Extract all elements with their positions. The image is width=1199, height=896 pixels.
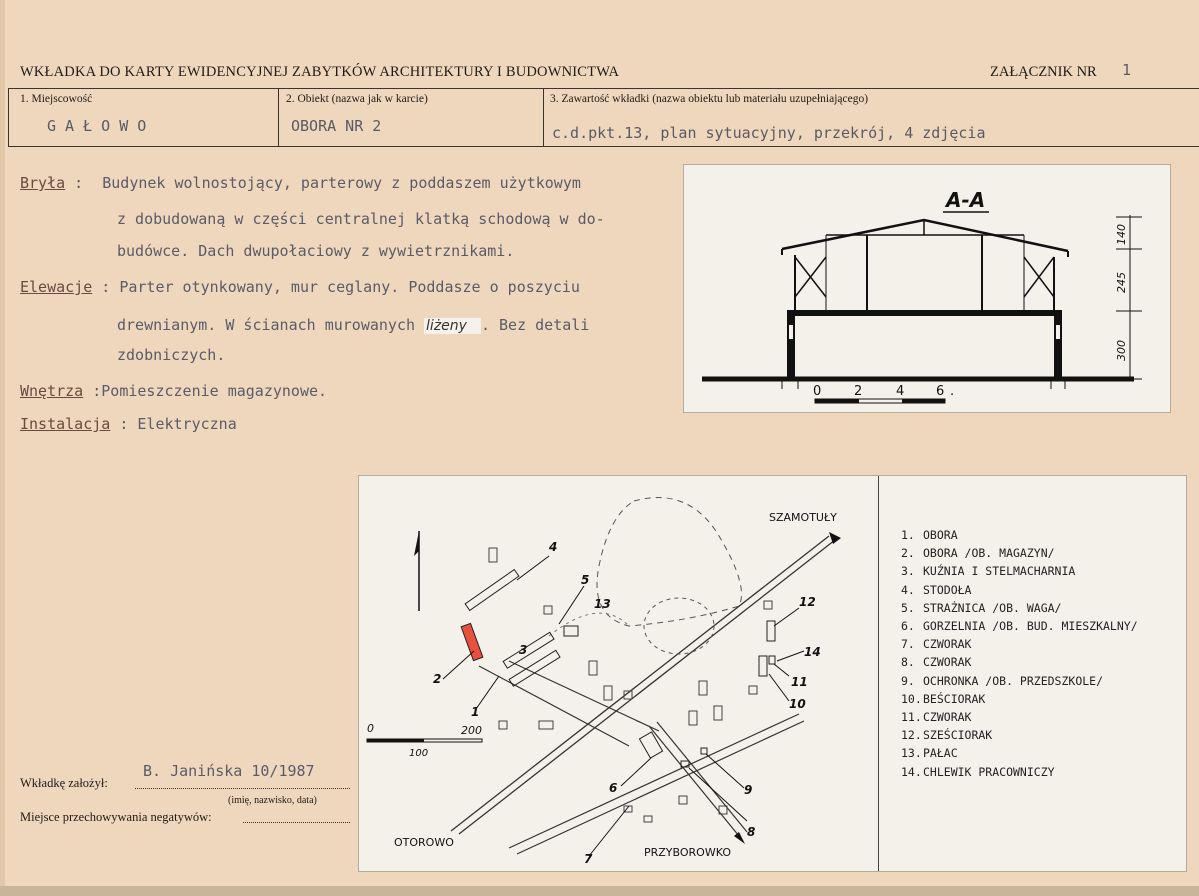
path-dotted-1: [549, 613, 629, 636]
legend-item-text: SZEŚCIORAK: [923, 728, 993, 743]
leader-6: [621, 758, 651, 786]
desc-elewacje-text2a: drewnianym. W ścianach murowanych: [117, 316, 425, 334]
legend-item-number: 14.: [901, 764, 922, 779]
field-object-label: 2. Obiekt (nazwa jak w karcie): [286, 93, 428, 105]
card-bottom-edge: [0, 886, 1199, 896]
legend-item: [901, 546, 1055, 560]
field-contents-label: 3. Zawartość wkładki (nazwa obiektu lub materiału uzupełniającego): [550, 93, 869, 105]
building-1: [503, 632, 554, 668]
legend-item-text: OBORA: [923, 528, 958, 542]
marker-1: 1: [471, 705, 480, 719]
marker-6: 6: [609, 781, 618, 795]
legend-item: [901, 528, 958, 542]
founded-dotted-line: [135, 787, 350, 789]
field-divider-left: [8, 88, 9, 146]
legend-item: [901, 583, 971, 597]
cross-section-svg: [684, 165, 1170, 412]
legend-item-number: 12.: [901, 728, 922, 743]
legend-item-number: 11.: [901, 710, 922, 724]
desc-elewacje-line1: [20, 278, 580, 296]
founded-value: B. Janińska 10/1987: [143, 762, 315, 780]
leader-1: [476, 676, 499, 709]
field-divider-2: [543, 88, 544, 146]
road-second-1: [509, 714, 799, 848]
building-12: [767, 621, 775, 641]
leader-8: [689, 768, 747, 821]
label-otorowo: OTOROWO: [394, 836, 454, 849]
marker-7: 7: [584, 852, 593, 866]
legend-item: [901, 674, 1103, 688]
wall-left: [787, 312, 795, 379]
marker-11: 11: [791, 675, 808, 689]
building-13: [564, 626, 578, 636]
leader-11: [774, 664, 789, 676]
legend-item-text: BEŚCIORAK: [923, 691, 986, 706]
legend-item-number: 3.: [901, 564, 915, 579]
legend-item-number: 5.: [901, 600, 915, 615]
desc-bryla-line1: [20, 174, 581, 192]
desc-elewacje-text1: : Parter otynkowany, mur ceglany. Poddasze o poszyciu: [92, 278, 580, 296]
storage-label: Miejsce przechowywania negatywów:: [20, 810, 212, 824]
scale-bar-seg-1: [815, 399, 859, 403]
legend-item-number: 6.: [901, 619, 915, 633]
wall-left-opening: [789, 325, 793, 339]
legend-item-text: STODOŁA: [923, 582, 972, 597]
wall-right-opening: [1056, 325, 1060, 339]
legend-item-number: 8.: [901, 655, 915, 670]
founded-label: Wkładkę założył:: [20, 776, 108, 790]
legend-item: [901, 564, 1075, 578]
marker-14: 14: [804, 645, 821, 659]
field-contents-value: c.d.pkt.13, plan sytuacyjny, przekrój, 4 zdjęcia: [552, 124, 986, 142]
marker-13: 13: [594, 597, 611, 611]
leader-12: [774, 608, 799, 626]
site-plan-sheet: [358, 475, 1187, 872]
marker-5: 5: [581, 573, 590, 587]
field-divider-1: [278, 88, 279, 146]
annex-number: 1: [1122, 61, 1132, 79]
scale-bar-seg-2: [902, 399, 945, 403]
map-scale-100: 100: [409, 748, 429, 759]
sb-8: [699, 681, 707, 695]
desc-bryla-line2: z dobudowaną w części centralnej klatką schodową w do-: [117, 210, 605, 228]
card-left-edge: [0, 0, 5, 896]
dim-label-mid: 245: [1115, 272, 1128, 293]
sb-6: [499, 721, 507, 729]
desc-elewacje-text2b: . Bez detali: [480, 316, 590, 334]
sb-10: [689, 711, 697, 725]
desc-instalacja-key: Instalacja: [20, 415, 111, 433]
label-szamotuly: SZAMOTUŁY: [769, 511, 837, 524]
cross-section-drawing: [683, 164, 1171, 413]
sb-16: [749, 686, 757, 694]
label-przyborowko: PRZYBOROWKO: [644, 846, 731, 859]
wall-right: [1054, 312, 1062, 379]
site-plan-legend-divider: [878, 476, 879, 871]
desc-bryla-key: Bryła: [20, 174, 66, 192]
sb-1: [489, 548, 497, 562]
legend-item-text: KUŹNIA I STELMACHARNIA: [923, 564, 1076, 579]
scale-tick-4: 4: [896, 384, 905, 399]
header-rule-top: [8, 88, 1199, 89]
legend-item: [901, 765, 1055, 779]
building-11: [759, 656, 767, 676]
legend-item-text: GORZELNIA /OB. BUD. MIESZKALNY/: [923, 619, 1138, 633]
legend-item-text: PAŁAC: [923, 746, 958, 761]
legend-item: [901, 601, 1061, 615]
legend-item-text: CZWORAK: [923, 710, 972, 724]
building-6: [639, 732, 662, 758]
legend-item: [901, 655, 971, 669]
scale-tick-6: 6: [936, 384, 945, 399]
storage-dotted-line: [243, 821, 350, 823]
field-locality-value: G A Ł O W O: [47, 117, 147, 135]
building-14: [769, 656, 775, 664]
scale-tick-dot: .: [950, 384, 955, 399]
legend-item-number: 13.: [901, 746, 922, 761]
desc-instalacja-text: : Elektryczna: [110, 415, 237, 433]
desc-wnetrza-line: [20, 382, 327, 400]
pond-outline: [644, 598, 714, 654]
map-scale-200: 200: [461, 724, 482, 737]
legend-item: [901, 728, 992, 742]
marker-4: 4: [549, 540, 558, 554]
annex-label: ZAŁĄCZNIK NR: [990, 64, 1097, 80]
marker-9: 9: [744, 783, 753, 797]
legend-item-text: CHLEWIK PRACOWNICZY: [923, 764, 1055, 779]
field-object-value: OBORA NR 2: [291, 117, 382, 135]
legend-item-text: CZWORAK: [923, 637, 972, 652]
desc-bryla-line3: budówce. Dach dwupołaciowy z wywietrznikami.: [117, 242, 515, 260]
dim-label-bottom: 300: [1115, 340, 1128, 361]
building-2-highlighted: [461, 623, 483, 660]
site-plan-map: [359, 476, 878, 871]
leader-4: [517, 556, 549, 580]
road-main-1: [451, 536, 829, 831]
floor-slab: [787, 310, 1062, 316]
sb-9: [714, 706, 722, 720]
road-arrow-s: [734, 832, 745, 844]
sb-2: [544, 606, 552, 614]
scattered-buildings: [489, 548, 772, 822]
sb-13: [679, 796, 687, 804]
desc-wnetrza-text: :Pomieszczenie magazynowe.: [83, 382, 328, 400]
building-4: [465, 570, 519, 611]
leader-9: [706, 754, 744, 788]
desc-elewacje-line2: [117, 316, 589, 334]
founded-hint: (imię, nazwisko, data): [228, 795, 317, 806]
legend-item-number: 9.: [901, 673, 915, 688]
desc-wnetrza-key: Wnętrza: [20, 382, 84, 400]
marker-2: 2: [433, 672, 442, 686]
map-scale-fill: [367, 739, 424, 742]
sb-15: [764, 601, 772, 609]
card-title: WKŁADKA DO KARTY EWIDENCYJNEJ ZABYTKÓW ARCHITEKTURY I BUDOWNICTWA: [20, 64, 620, 80]
marker-12: 12: [799, 595, 816, 609]
park-outline: [597, 498, 742, 626]
legend-item: [901, 710, 971, 724]
section-label-aa: A-A: [946, 188, 986, 212]
legend-item-number: 1.: [901, 528, 915, 542]
legend-item: [901, 746, 958, 760]
road-arrow-ne: [829, 532, 841, 544]
building-9: [701, 748, 707, 754]
legend-item-text: CZWORAK: [923, 655, 972, 670]
legend-item-number: 7.: [901, 637, 915, 652]
legend-item-text: OCHRONKA /OB. PRZEDSZKOLE/: [923, 673, 1104, 688]
sb-12: [644, 816, 652, 822]
scale-tick-0: 0: [813, 384, 822, 399]
sb-3: [589, 661, 597, 675]
legend-item: [901, 692, 985, 706]
legend-item-text: OBORA /OB. MAGAZYN/: [923, 546, 1055, 561]
dim-label-top: 140: [1115, 224, 1128, 245]
leader-5: [559, 586, 584, 624]
sb-5: [539, 721, 553, 729]
leader-14: [777, 651, 804, 661]
legend-item: [901, 637, 971, 651]
road-south-1: [649, 726, 739, 836]
map-scale-0: 0: [367, 722, 374, 735]
desc-instalacja-line: [20, 415, 237, 433]
leader-7: [589, 806, 629, 856]
header-rule-bottom: [8, 146, 1199, 147]
desc-bryla-sep: :: [65, 174, 93, 192]
scale-tick-2: 2: [854, 384, 863, 399]
marker-10: 10: [789, 697, 806, 711]
sb-4: [604, 686, 612, 700]
desc-elewacje-correction: liżeny: [424, 318, 481, 334]
legend-item-text: STRAŻNICA /OB. WAGA/: [923, 600, 1062, 615]
legend-item-number: 10.: [901, 691, 922, 706]
leader-10: [769, 674, 789, 701]
leader-2: [443, 651, 474, 679]
marker-8: 8: [747, 825, 756, 839]
marker-3: 3: [519, 643, 528, 657]
desc-elewacje-key: Elewacje: [20, 278, 93, 296]
road-south-2: [657, 722, 747, 832]
desc-elewacje-line3: zdobniczych.: [117, 346, 226, 364]
legend-item-number: 2.: [901, 546, 915, 561]
desc-bryla-text1: Budynek wolnostojący, parterowy z poddaszem użytkowym: [102, 174, 581, 192]
legend-item-number: 4.: [901, 582, 915, 597]
legend-item: [901, 619, 1138, 633]
field-locality-label: 1. Miejscowość: [20, 93, 93, 105]
